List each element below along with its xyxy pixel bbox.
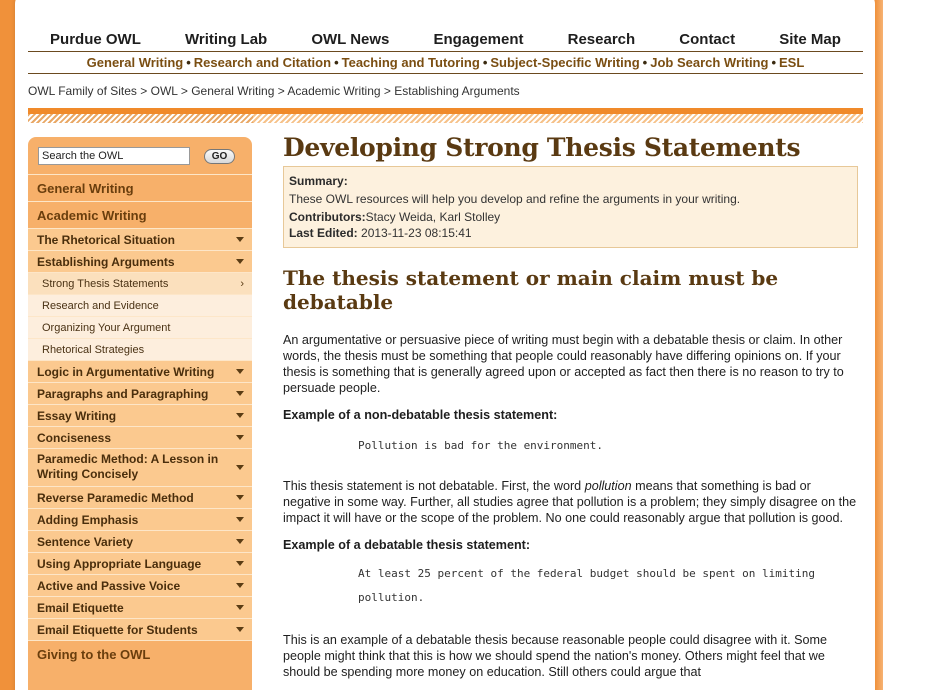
summary-label: Summary: xyxy=(289,174,348,188)
top-nav xyxy=(28,28,863,52)
paragraph-3: This is an example of a debatable thesis because reasonable people could disagree with it. Some people might think that this is how we should spend the nation's money. Others might feel that we should be spending more money on education. Still others could argue that xyxy=(283,633,827,679)
subnav-job-search[interactable]: Job Search Writing xyxy=(650,55,769,70)
breadcrumb-separator: > xyxy=(140,84,148,98)
subnav-separator: • xyxy=(186,55,191,70)
main-content xyxy=(283,133,863,680)
caret-down-icon xyxy=(236,583,244,588)
contributors-value: Stacy Weida, Karl Stolley xyxy=(365,210,501,224)
sidebar-item-label: Strong Thesis Statements xyxy=(42,277,169,290)
sidebar-subitem-strong-thesis[interactable] xyxy=(28,272,252,294)
sidebar-item-establishing-arguments[interactable] xyxy=(28,250,252,272)
sidebar-item-logic[interactable] xyxy=(28,360,252,382)
breadcrumb-separator: > xyxy=(383,84,391,98)
caret-down-icon xyxy=(236,391,244,396)
example-1-heading: Example of a non-debatable thesis statement: xyxy=(283,408,558,422)
breadcrumb-separator: > xyxy=(180,84,188,98)
sidebar-item-label: The Rhetorical Situation xyxy=(37,232,176,247)
paragraph-1: An argumentative or persuasive piece of writing must begin with a debatable thesis or claim. In other words, the thesis must be something that people could reasonably have differing opinions on. If your thesis is something that is generally agreed upon or accepted as fact then there is no reason to try to persuade people. xyxy=(283,333,844,395)
sidebar-subitem-rhetorical-strategies[interactable] xyxy=(28,338,252,360)
breadcrumb-separator: > xyxy=(277,84,285,98)
sidebar-item-label: Research and Evidence xyxy=(42,299,159,312)
sidebar-item-label: Adding Emphasis xyxy=(37,512,139,527)
section-heading: The thesis statement or main claim must be debatable xyxy=(283,266,779,314)
sidebar-subitem-research-evidence[interactable] xyxy=(28,294,252,316)
subnav-research-citation[interactable]: Research and Citation xyxy=(193,55,332,70)
sidebar-item-label: Paragraphs and Paragraphing xyxy=(37,386,209,401)
sidebar xyxy=(28,137,252,690)
subnav-separator: • xyxy=(334,55,339,70)
paragraph-2-b: means that something is bad or negative in some way. Further, all studies agree that pollution is a problem; they simply disagree on the impact it will have or the scope of the problem. No one could reasonably argue that pollution is good. xyxy=(283,479,857,525)
sidebar-item-label: Paramedic Method: A Lesson in Writing Concisely xyxy=(37,452,219,481)
nav-research[interactable]: Research xyxy=(567,31,636,48)
paragraph-2-a: This thesis statement is not debatable. First, the word xyxy=(283,479,585,493)
sidebar-item-paramedic[interactable] xyxy=(28,448,252,486)
sidebar-item-email-etiquette-students[interactable] xyxy=(28,618,252,640)
sidebar-item-label: Establishing Arguments xyxy=(37,254,175,269)
subnav-teaching-tutoring[interactable]: Teaching and Tutoring xyxy=(341,55,480,70)
sidebar-item-active-passive[interactable] xyxy=(28,574,252,596)
sidebar-item-label: Rhetorical Strategies xyxy=(42,343,145,356)
sidebar-item-label: Using Appropriate Language xyxy=(37,556,202,571)
sidebar-item-label: Academic Writing xyxy=(37,207,147,223)
caret-down-icon xyxy=(236,495,244,500)
summary-box xyxy=(283,166,858,248)
example-1-text: Pollution is bad for the environment. xyxy=(358,439,604,452)
sidebar-item-giving[interactable] xyxy=(28,640,252,667)
breadcrumb xyxy=(28,84,520,98)
sidebar-item-label: General Writing xyxy=(37,180,134,196)
caret-down-icon xyxy=(236,561,244,566)
sidebar-item-label: Essay Writing xyxy=(37,408,117,423)
breadcrumb-general-writing[interactable]: General Writing xyxy=(191,84,275,98)
paragraph-2 xyxy=(283,478,858,526)
sidebar-item-conciseness[interactable] xyxy=(28,426,252,448)
subnav-esl[interactable]: ESL xyxy=(779,55,805,70)
subnav-subject-specific[interactable]: Subject-Specific Writing xyxy=(490,55,640,70)
sidebar-item-adding-emphasis[interactable] xyxy=(28,508,252,530)
breadcrumb-owl[interactable]: OWL xyxy=(150,84,178,98)
search-row xyxy=(38,147,235,165)
sidebar-item-label: Reverse Paramedic Method xyxy=(37,490,194,505)
sidebar-item-appropriate-language[interactable] xyxy=(28,552,252,574)
sidebar-menu xyxy=(28,174,252,667)
last-edited-label: Last Edited: xyxy=(289,226,358,240)
subnav-separator: • xyxy=(642,55,648,70)
sidebar-item-academic-writing[interactable] xyxy=(28,201,252,228)
sidebar-item-label: Giving to the OWL xyxy=(37,646,151,662)
caret-down-icon xyxy=(236,539,244,544)
nav-writing-lab[interactable]: Writing Lab xyxy=(184,31,268,48)
sub-nav xyxy=(28,52,863,74)
sidebar-item-label: Organizing Your Argument xyxy=(42,321,171,334)
subnav-separator: • xyxy=(771,55,777,70)
nav-owl-news[interactable]: OWL News xyxy=(311,31,390,48)
breadcrumb-academic-writing[interactable]: Academic Writing xyxy=(287,84,381,98)
paragraph-2-em: pollution xyxy=(584,479,632,493)
caret-down-icon xyxy=(236,517,244,522)
nav-engagement[interactable]: Engagement xyxy=(433,31,524,48)
sidebar-item-label: Sentence Variety xyxy=(37,534,134,549)
go-button[interactable]: GO xyxy=(204,149,235,164)
header-hatch-left xyxy=(28,114,253,123)
caret-down-icon xyxy=(236,237,244,242)
example-2-heading: Example of a debatable thesis statement: xyxy=(283,538,531,552)
caret-down-icon xyxy=(236,435,244,440)
nav-purdue-owl[interactable]: Purdue OWL xyxy=(50,31,141,48)
caret-down-icon xyxy=(236,369,244,374)
sidebar-item-rhetorical-situation[interactable] xyxy=(28,228,252,250)
sidebar-item-essay-writing[interactable] xyxy=(28,404,252,426)
caret-down-icon xyxy=(236,605,244,610)
sidebar-item-label: Logic in Argumentative Writing xyxy=(37,364,215,379)
edge-fade xyxy=(875,0,883,690)
caret-down-icon xyxy=(236,465,244,470)
subnav-separator: • xyxy=(482,55,488,70)
nav-site-map[interactable]: Site Map xyxy=(779,31,841,48)
caret-down-icon xyxy=(236,413,244,418)
caret-down-icon xyxy=(236,259,244,264)
breadcrumb-owl-family[interactable]: OWL Family of Sites xyxy=(28,84,137,98)
breadcrumb-establishing-arguments: Establishing Arguments xyxy=(394,84,520,98)
contributors-label: Contributors: xyxy=(289,210,366,224)
sidebar-item-reverse-paramedic[interactable] xyxy=(28,486,252,508)
last-edited-value: 2013-11-23 08:15:41 xyxy=(361,226,472,240)
summary-text: These OWL resources will help you develop and refine the arguments in your writing. xyxy=(289,192,741,206)
window-edge xyxy=(875,0,929,690)
subnav-general-writing[interactable]: General Writing xyxy=(86,55,184,70)
sidebar-item-label: Email Etiquette xyxy=(37,600,124,615)
sidebar-item-general-writing[interactable] xyxy=(28,174,252,201)
chevron-right-icon: › xyxy=(240,277,244,290)
sidebar-item-email-etiquette[interactable] xyxy=(28,596,252,618)
sidebar-item-paragraphs[interactable] xyxy=(28,382,252,404)
example-2-text: At least 25 percent of the federal budget should be spent on limiting pollution. xyxy=(358,567,815,604)
caret-down-icon xyxy=(236,627,244,632)
search-input[interactable] xyxy=(38,147,190,165)
sidebar-item-sentence-variety[interactable] xyxy=(28,530,252,552)
nav-contact[interactable]: Contact xyxy=(679,31,736,48)
sidebar-subitem-organizing-argument[interactable] xyxy=(28,316,252,338)
sidebar-item-label: Conciseness xyxy=(37,430,112,445)
page-title: Developing Strong Thesis Statements xyxy=(283,133,801,162)
sidebar-item-label: Active and Passive Voice xyxy=(37,578,181,593)
sidebar-item-label: Email Etiquette for Students xyxy=(37,622,198,637)
